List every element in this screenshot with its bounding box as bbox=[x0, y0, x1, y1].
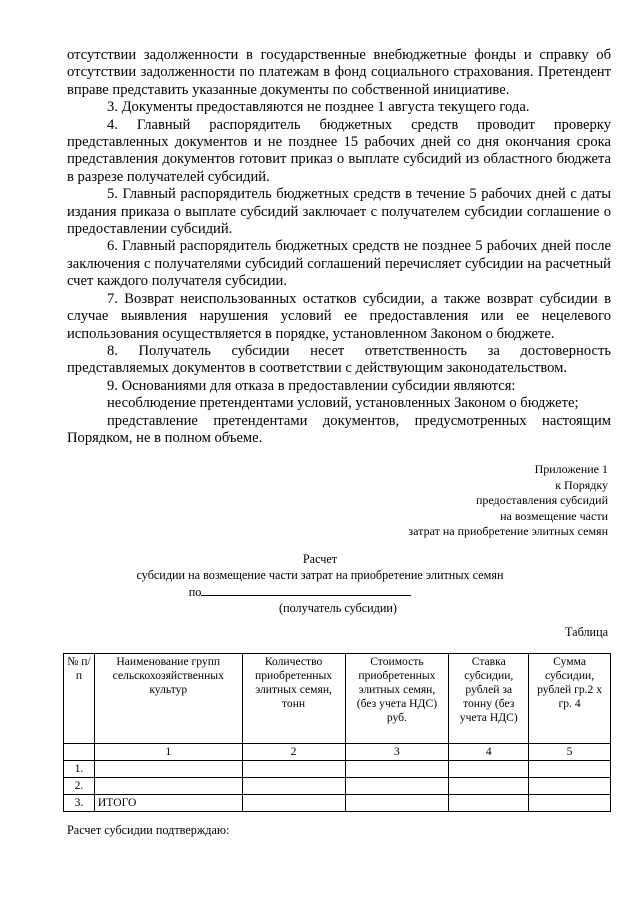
calc-heading: Расчет bbox=[302, 552, 338, 566]
table-cell bbox=[449, 761, 529, 778]
table-cell bbox=[449, 778, 529, 795]
paragraph-4: 4. Главный распорядитель бюджетных средств проводит проверку представленных документов и не позднее 15 рабочих дней со дня окончания срока представления документов готовит приказ о выплате субсидий из областного бюджета в разрезе получателей субсидий. bbox=[67, 116, 611, 185]
table-cell bbox=[242, 761, 345, 778]
paragraph-8: 8. Получатель субсидии несет ответственность за достоверность представляемых документов в соответствии с действующим законодательством. bbox=[67, 342, 611, 377]
appendix-line: на возмещение части bbox=[500, 508, 608, 523]
appendix-line: предоставления субсидий bbox=[475, 493, 608, 508]
column-number-cell: 1 bbox=[94, 744, 242, 761]
table-cell: 1. bbox=[64, 761, 95, 778]
table-row bbox=[64, 778, 611, 795]
table-cell bbox=[529, 795, 611, 812]
subsidy-table bbox=[63, 653, 611, 812]
total-label-cell: ИТОГО bbox=[94, 795, 242, 812]
paragraph-3: 3. Документы предоставляются не позднее 1 августа текущего года. bbox=[107, 99, 530, 116]
column-number-cell: 4 bbox=[449, 744, 529, 761]
table-cell bbox=[345, 761, 449, 778]
table-row-total bbox=[64, 795, 611, 812]
paragraph-9-item-1: несоблюдение претендентами условий, установленных Законом о бюджете; bbox=[107, 395, 579, 412]
calc-recipient-line bbox=[0, 583, 640, 601]
table-cell bbox=[242, 778, 345, 795]
paragraph-continuation: отсутствии задолженности в государственные внебюджетные фонды и справку об отсутствии задолженности по платежам в фонд социального страхования. Претендент вправе представить указанные документы по собственной инициативе. bbox=[67, 47, 611, 98]
appendix-header bbox=[408, 462, 608, 540]
table-cell bbox=[449, 795, 529, 812]
table-header-row bbox=[64, 654, 611, 744]
table-cell bbox=[529, 761, 611, 778]
table-cell bbox=[242, 795, 345, 812]
header-cell: Наименование групп сельскохозяйственных культур bbox=[94, 654, 242, 744]
paragraph-7: 7. Возврат неиспользованных остатков субсидии, а также возврат субсидии в случае выявления нарушения условий ее предоставления или ее нецелевого использования осуществляется в порядке, установленном Законом о бюджете. bbox=[67, 290, 611, 342]
calc-recipient-note: (получатель субсидии) bbox=[279, 600, 397, 615]
appendix-line: Приложение 1 bbox=[534, 462, 608, 476]
table-cell bbox=[94, 761, 242, 778]
body-text bbox=[67, 47, 611, 447]
table-label: Таблица bbox=[565, 625, 608, 639]
appendix-line: затрат на приобретение элитных семян bbox=[408, 524, 608, 539]
header-cell: Стоимость приобретенных элитных семян, (без учета НДС) руб. bbox=[345, 654, 449, 744]
column-number-row bbox=[64, 744, 611, 761]
calc-po: по bbox=[188, 585, 202, 599]
calc-subtitle: субсидии на возмещение части затрат на приобретение элитных семян bbox=[136, 567, 504, 582]
recipient-blank-line bbox=[201, 583, 411, 596]
header-cell: Ставка субсидии, рублей за тонну (без учета НДС) bbox=[449, 654, 529, 744]
paragraph-9: 9. Основаниями для отказа в предоставлении субсидии являются: bbox=[107, 377, 516, 394]
column-number-cell: 2 bbox=[242, 744, 345, 761]
column-number-cell: 3 bbox=[345, 744, 449, 761]
column-number-cell bbox=[64, 744, 95, 761]
appendix-line: к Порядку bbox=[555, 477, 608, 492]
table-cell bbox=[94, 778, 242, 795]
header-cell: Сумма субсидии, рублей гр.2 х гр. 4 bbox=[529, 654, 611, 744]
table-row bbox=[64, 761, 611, 778]
table-cell bbox=[345, 795, 449, 812]
paragraph-5: 5. Главный распорядитель бюджетных средств в течение 5 рабочих дней с даты издания приказа о выплате субсидий заключает с получателем субсидии соглашение о предоставлении субсидий. bbox=[67, 186, 611, 238]
table-cell bbox=[345, 778, 449, 795]
column-number-cell: 5 bbox=[529, 744, 611, 761]
paragraph-9-item-2: представление претендентами документов, предусмотренных настоящим Порядком, не в полном объеме. bbox=[67, 412, 611, 446]
table-cell: 2. bbox=[64, 778, 95, 795]
confirmation-line: Расчет субсидии подтверждаю: bbox=[67, 823, 230, 837]
header-cell: Количество приобретенных элитных семян, тонн bbox=[242, 654, 345, 744]
paragraph-6: 6. Главный распорядитель бюджетных средств не позднее 5 рабочих дней после заключения с получателями субсидий соглашений перечисляет субсидии на расчетный счет каждого получателя субсидии. bbox=[67, 238, 611, 290]
table-cell bbox=[529, 778, 611, 795]
header-cell: № п/п bbox=[64, 654, 95, 744]
calculation-title bbox=[0, 552, 640, 616]
table-cell: 3. bbox=[64, 795, 95, 812]
